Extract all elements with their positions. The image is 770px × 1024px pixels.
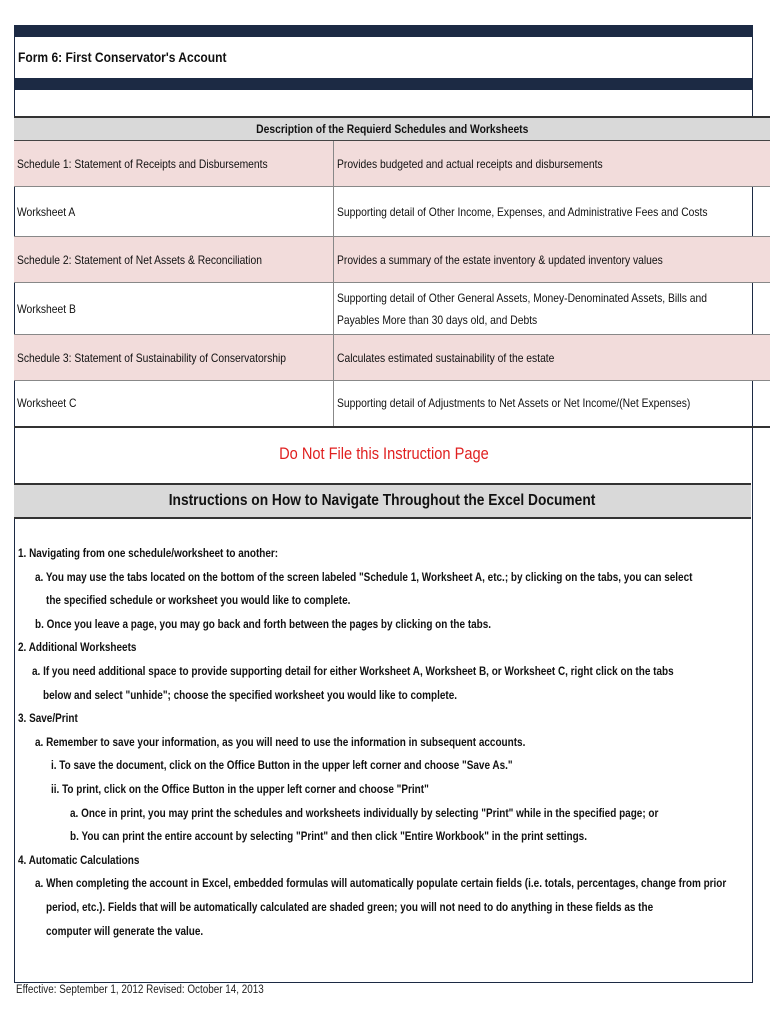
schedule-description: Supporting detail of Adjustments to Net Assets or Net Income/(Net Expenses) [333,381,770,427]
schedules-table [14,116,770,428]
instruction-item: 1. Navigating from one schedule/worksheet to another: [18,546,279,560]
instruction-item: 3. Save/Print [18,711,78,726]
instruction-item: a. Once in print, you may print the schedules and worksheets individually by selecting "Print" while in the specified page; or [70,805,659,820]
instruction-item: a. If you need additional space to provide supporting detail for either Worksheet A, Worksheet B, or Worksheet C, right click on the tabs [32,663,674,678]
schedules-table-header: Description of the Requierd Schedules and Worksheets [14,117,770,141]
instruction-item: a. When completing the account in Excel, embedded formulas will automatically populate certain fields (i.e. totals, percentages, change from prior [35,876,727,891]
instruction-item: ii. To print, click on the Office Button in the upper left corner and choose "Print" [51,781,429,796]
table-row [14,283,770,335]
schedule-name: Worksheet C [14,381,333,427]
table-row [14,237,770,283]
instruction-item: period, etc.). Fields that will be automatically calculated are shaded green; you will not need to do anything in these fields as the [46,899,654,914]
instruction-item: 4. Automatic Calculations [18,852,140,867]
table-row [14,141,770,187]
title-divider-bar [14,78,753,90]
instruction-item: 2. Additional Worksheets [18,640,137,655]
schedule-name: Schedule 1: Statement of Receipts and Disbursements [14,141,333,187]
schedule-name: Worksheet A [14,187,333,237]
do-not-file-warning: Do Not File this Instruction Page [278,444,489,463]
instructions-heading: Instructions on How to Navigate Throughout the Excel Document [14,483,751,519]
instruction-item: computer will generate the value. [46,923,204,938]
instruction-item: a. You may use the tabs located on the bottom of the screen labeled "Schedule 1, Worksheet A, etc.; by clicking on the tabs, you can select [35,569,693,584]
schedule-description: Supporting detail of Other Income, Expenses, and Administrative Fees and Costs [333,187,770,237]
form-title: Form 6: First Conservator's Account [18,49,227,65]
table-row [14,381,770,427]
schedule-description: Provides a summary of the estate inventory & updated inventory values [333,237,770,283]
instruction-item: the specified schedule or worksheet you would like to complete. [46,593,351,608]
top-header-bar [14,25,753,37]
instruction-item: b. Once you leave a page, you may go back and forth between the pages by clicking on the tabs. [35,616,492,631]
schedule-description: Provides budgeted and actual receipts and disbursements [333,141,770,187]
instruction-item: a. Remember to save your information, as you will need to use the information in subsequent accounts. [35,734,526,749]
instruction-item: b. You can print the entire account by selecting "Print" and then click "Entire Workbook" in the print settings. [70,829,587,844]
footer-divider [14,982,753,983]
effective-dates: Effective: September 1, 2012 Revised: October 14, 2013 [16,984,264,996]
instructions-list [18,542,748,943]
schedule-name: Worksheet B [14,283,333,335]
instruction-item: below and select "unhide"; choose the specified worksheet you would like to complete. [43,687,458,702]
instruction-item: i. To save the document, click on the Office Button in the upper left corner and choose "Save As." [51,758,513,773]
schedule-description: Supporting detail of Other General Assets, Money-Denominated Assets, Bills and Payables More than 30 days old, and Debts [333,283,770,335]
schedule-name: Schedule 2: Statement of Net Assets & Reconciliation [14,237,333,283]
schedule-description: Calculates estimated sustainability of the estate [333,335,770,381]
table-row [14,335,770,381]
table-row [14,187,770,237]
schedule-name: Schedule 3: Statement of Sustainability of Conservatorship [14,335,333,381]
